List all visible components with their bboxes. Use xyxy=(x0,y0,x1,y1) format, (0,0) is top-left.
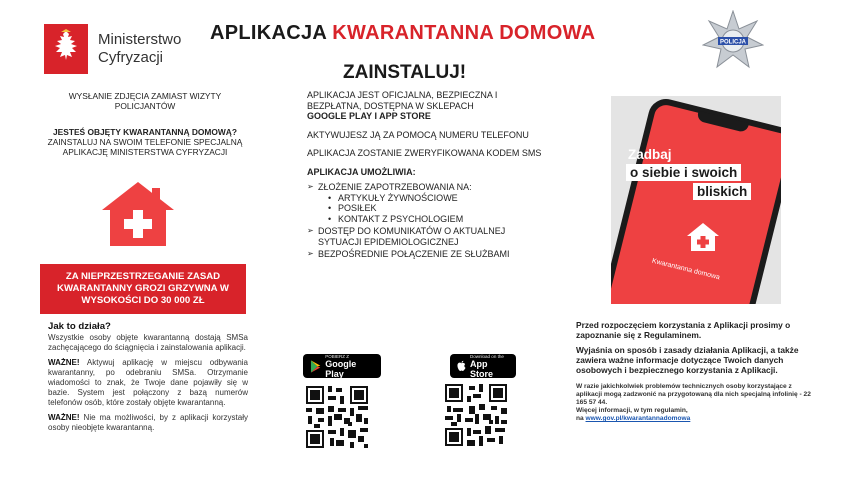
intro-text: APLIKACJA JEST OFICJALNA, BEZPIECZNA I BEZPŁATNA, DOSTĘPNA W SKLEPACH xyxy=(307,90,498,111)
support-text: W razie jakichkolwiek problemów technicznych osoby korzystające z aplikacji mogą zadzwonić na przygotowaną dla nich specjalną infolinię - 22 165 57 44. xyxy=(576,383,811,406)
middle-column xyxy=(307,90,547,262)
feature-text: ZŁOŻENIE ZAPOTRZEBOWANIA NA: xyxy=(318,182,472,192)
google-play-icon xyxy=(310,360,321,373)
app-store-badge[interactable] xyxy=(450,354,516,378)
photo-instead-visit: WYSŁANIE ZDJĘCIA ZAMIAST WIZYTY POLICJANTÓW xyxy=(68,91,222,111)
regulations-description: Wyjaśnia on sposób i zasady działania Aplikacji, a także zawiera ważne informacje dotyczące Twoich danych osobowych i bezpiecznego korzystania z Aplikacji. xyxy=(576,345,799,375)
more-info-text: Więcej informacji, w tym regulamin, xyxy=(576,407,688,414)
house-cross-icon xyxy=(100,180,176,248)
verification-text: APLIKACJA ZOSTANIE ZWERYFIKOWANA KODEM SMS xyxy=(307,148,542,158)
list-item: • ARTYKUŁY ŻYWNOŚCIOWE xyxy=(318,193,547,204)
ministry-name xyxy=(98,31,181,67)
ministry-line2: Cyfryzacji xyxy=(98,49,164,66)
app-store-qr-code[interactable] xyxy=(443,382,509,448)
store-names: GOOGLE PLAY I APP STORE xyxy=(307,111,431,121)
astore-small-text: Download on the xyxy=(470,353,504,359)
title-red: KWARANTANNA DOMOWA xyxy=(332,22,596,44)
app-intro xyxy=(307,90,547,122)
eagle-emblem-icon xyxy=(44,24,88,74)
support-info xyxy=(576,383,816,423)
how-paragraph-3-text: Nie ma możliwości, by z aplikacji korzystały osoby nieobjęte kwarantanną. xyxy=(48,413,248,432)
gov-website-link[interactable]: www.gov.pl/kwarantannadomowa xyxy=(585,415,691,422)
google-play-qr-code[interactable] xyxy=(304,384,370,450)
slogan-line1: Zadbaj xyxy=(628,147,672,162)
list-item: • KONTAKT Z PSYCHOLOGIEM xyxy=(318,214,547,225)
astore-big-text: App Store xyxy=(470,358,494,379)
install-instruction: ZAINSTALUJ NA SWOIM TELEFONIE SPECJALNĄ APLIKACJĘ MINISTERSTWA CYFRYZACJI xyxy=(47,137,243,157)
list-item: ➢ DOSTĘP DO KOMUNIKATÓW O AKTUALNEJ SYTUACJI EPIDEMIOLOGICZNEJ xyxy=(307,226,547,247)
how-paragraph-2-text: Aktywuj aplikację w miejscu odbywania kwarantanny, po odebraniu SMSa. Otrzymanie wiadomości to znak, że Twoje dane pojawiły się w bazie. System jest połączony z bazą numerów telefonów osób, które zostały objęte kwarantanną. xyxy=(48,358,248,407)
fine-warning: ZA NIEPRZESTRZEGANIE ZASAD KWARANTANNY GROZI GRZYWNA W WYSOKOŚCI DO 30 000 ZŁ xyxy=(40,264,246,314)
gplay-small-text: POBIERZ Z xyxy=(325,353,350,359)
left-column xyxy=(40,91,250,157)
how-title: Jak to działa? xyxy=(48,321,111,332)
install-title: ZAINSTALUJ! xyxy=(343,62,467,83)
slogan-line2: o siebie i swoich xyxy=(626,165,741,181)
apple-icon xyxy=(457,360,466,372)
ministry-line1: Ministerstwo xyxy=(98,31,182,48)
main-title xyxy=(210,22,630,45)
list-item xyxy=(307,182,547,224)
police-star-badge-icon xyxy=(702,10,764,72)
ministry-logo xyxy=(44,24,224,74)
more-info-link-line: na www.gov.pl/kwarantannadomowa xyxy=(576,415,691,422)
features-title: APLIKACJA UMOŻLIWIA: xyxy=(307,166,416,177)
how-it-works xyxy=(48,322,248,438)
list-item: ➢ BEZPOŚREDNIE POŁĄCZENIE ZE SŁUŻBAMI xyxy=(307,249,547,260)
activation-text: AKTYWUJESZ JĄ ZA POMOCĄ NUMERU TELEFONU xyxy=(307,129,529,140)
how-paragraph-2 xyxy=(48,358,248,408)
gplay-big-text: Google Play xyxy=(325,358,357,379)
title-black: APLIKACJA xyxy=(210,22,333,44)
how-paragraph-1: Wszystkie osoby objęte kwarantanną dostają SMSa zachęcającego do ściągnięcia i zainstalowania aplikacji. xyxy=(48,333,248,352)
slogan-line3: bliskich xyxy=(693,184,751,200)
features-list xyxy=(307,182,547,260)
app-house-icon xyxy=(686,222,720,252)
regulations-notice: Przed rozpoczęciem korzystania z Aplikacji prosimy o zapoznanie się z Regulaminem. xyxy=(576,320,791,340)
list-item: • POSIŁEK xyxy=(318,203,547,214)
app-name-label: Kwarantanna domowa xyxy=(651,257,721,282)
quarantine-question: JESTEŚ OBJĘTY KWARANTANNĄ DOMOWĄ? xyxy=(53,127,237,137)
right-column xyxy=(576,320,816,423)
important-label: WAŻNE! xyxy=(48,358,80,367)
how-paragraph-3 xyxy=(48,413,248,433)
police-label: POLICJA xyxy=(719,39,747,46)
google-play-badge[interactable] xyxy=(303,354,381,378)
important-label: WAŻNE! xyxy=(48,413,80,422)
